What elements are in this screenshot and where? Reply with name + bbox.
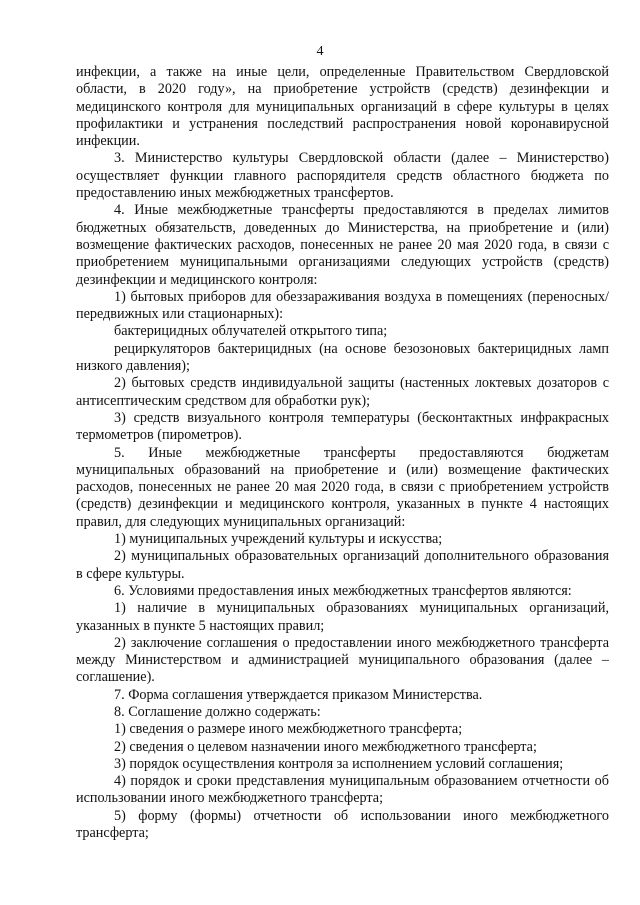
subitem-4-1: 1) бытовых приборов для обеззараживания воздуха в помещениях (переносных/передвижных или стационарных): xyxy=(76,288,609,323)
paragraph-continuation: инфекции, а также на иные цели, определенные Правительством Свердловской области, в 2020 году», на приобретение устройств (средств) дезинфекции и медицинского контроля для муниципальных организаций в сфере культуры в целях профилактики и устранения последствий распространения новой коронавирусной инфекции. xyxy=(76,64,609,150)
document-body xyxy=(76,64,609,842)
paragraph-item-4: 4. Иные межбюджетные трансферты предоставляются в пределах лимитов бюджетных обязательств, доведенных до Министерства, на приобретение и (или) возмещение фактических расходов, понесенных не ранее 20 мая 2020 года, в связи с приобретением муниципальными организациями следующих устройств (средств) дезинфекции и медицинского контроля: xyxy=(76,202,609,288)
subitem-4-1-b: рециркуляторов бактерицидных (на основе безозоновых бактерицидных ламп низкого давления); xyxy=(76,340,609,375)
paragraph-item-7: 7. Форма соглашения утверждается приказом Министерства. xyxy=(114,686,483,703)
subitem-6-2: 2) заключение соглашения о предоставлении иного межбюджетного трансферта между Министерством и администрацией муниципального образования (далее – соглашение). xyxy=(76,634,609,686)
paragraph-item-8: 8. Соглашение должно содержать: xyxy=(114,703,321,720)
subitem-6-1: 1) наличие в муниципальных образованиях муниципальных организаций, указанных в пункте 5 настоящих правил; xyxy=(76,600,609,634)
subitem-8-5: 5) форму (формы) отчетности об использовании иного межбюджетного трансферта; xyxy=(76,807,609,842)
subitem-8-4: 4) порядок и сроки представления муниципальным образованием отчетности об использовании иного межбюджетного трансферта; xyxy=(76,773,609,807)
subitem-4-3: 3) средств визуального контроля температуры (бесконтактных инфракрасных термометров (пирометров). xyxy=(76,409,609,444)
subitem-4-1-a: бактерицидных облучателей открытого типа; xyxy=(114,323,388,340)
subitem-8-1: 1) сведения о размере иного межбюджетного трансферта; xyxy=(114,721,463,738)
subitem-5-2: 2) муниципальных образовательных организаций дополнительного образования в сфере культуры. xyxy=(76,548,609,582)
paragraph-item-5: 5. Иные межбюджетные трансферты предоставляются бюджетам муниципальных образований на приобретение и (или) возмещение фактических расходов, понесенных не ранее 20 мая 2020 года, в связи с приобретением устройств (средств) дезинфекции и медицинского контроля, указанных в пункте 4 настоящих правил, для следующих муниципальных организаций: xyxy=(76,444,609,530)
page-number: 4 xyxy=(316,44,324,59)
paragraph-item-3: 3. Министерство культуры Свердловской области (далее – Министерство) осуществляет функции главного распорядителя средств областного бюджета по предоставлению иных межбюджетных трансфертов. xyxy=(76,150,609,202)
subitem-4-2: 2) бытовых средств индивидуальной защиты (настенных локтевых дозаторов с антисептическим средством для обработки рук); xyxy=(76,375,609,409)
subitem-5-1: 1) муниципальных учреждений культуры и искусства; xyxy=(114,531,443,548)
subitem-8-2: 2) сведения о целевом назначении иного межбюджетного трансферта; xyxy=(114,738,537,755)
subitem-8-3: 3) порядок осуществления контроля за исполнением условий соглашения; xyxy=(114,755,564,772)
paragraph-item-6: 6. Условиями предоставления иных межбюджетных трансфертов являются: xyxy=(114,582,572,599)
